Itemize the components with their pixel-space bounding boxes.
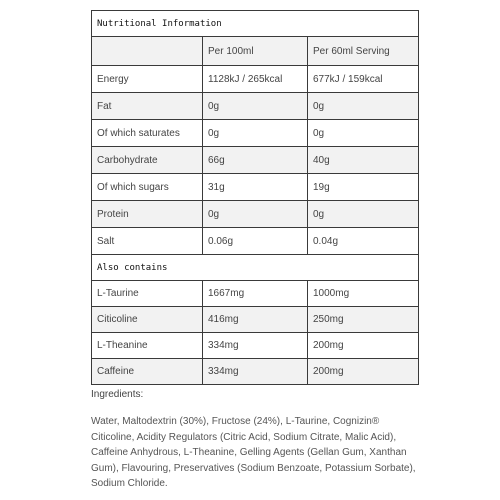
- column-header-row: [92, 37, 419, 66]
- table-row-per100: 1128kJ / 265kcal: [203, 66, 308, 93]
- table-row: [92, 333, 419, 359]
- table-row-label: Of which saturates: [92, 120, 203, 147]
- table-row-label: Citicoline: [92, 307, 203, 333]
- table-row-label: Fat: [92, 93, 203, 120]
- table-row-per100: 0g: [203, 120, 308, 147]
- table-row: [92, 307, 419, 333]
- table-row-per100: 1667mg: [203, 281, 308, 307]
- table-row: [92, 281, 419, 307]
- table-row-label: Of which sugars: [92, 174, 203, 201]
- table-row-label: Salt: [92, 228, 203, 255]
- table-row-per100: 0g: [203, 93, 308, 120]
- table-row: [92, 174, 419, 201]
- ingredients-title: Ingredients:: [91, 389, 144, 400]
- table-row-per100: 0g: [203, 201, 308, 228]
- table-row: [92, 93, 419, 120]
- table-row-per100: 334mg: [203, 359, 308, 385]
- table-row-label: Carbohydrate: [92, 147, 203, 174]
- column-header-per-100ml: Per 100ml: [203, 37, 308, 66]
- table-title-row: [92, 11, 419, 37]
- table-row-serving: 200mg: [308, 359, 419, 385]
- table-row-per100: 334mg: [203, 333, 308, 359]
- table-row: [92, 359, 419, 385]
- table-row: [92, 201, 419, 228]
- also-contains-label: Also contains: [92, 255, 419, 281]
- table-row-serving: 40g: [308, 147, 419, 174]
- table-row-per100: 66g: [203, 147, 308, 174]
- table-row-serving: 0g: [308, 201, 419, 228]
- table-row-per100: 416mg: [203, 307, 308, 333]
- table-row-label: Caffeine: [92, 359, 203, 385]
- nutrition-table: [91, 10, 419, 385]
- table-row-label: L-Taurine: [92, 281, 203, 307]
- table-row: [92, 228, 419, 255]
- table-row-serving: 0g: [308, 93, 419, 120]
- table-row: [92, 120, 419, 147]
- ingredients-text: Water, Maltodextrin (30%), Fructose (24%), L-Taurine, Cognizin® Citicoline, Acidity Regulators (Citric Acid, Sodium Citrate, Malic Acid), Caffeine Anhydrous, L-Theanine, Gelling Agents (Gellan Gum, Xanthan Gum), Flavouring, Preservatives (Sodium Benzoate, Potassium Sorbate), Sodium Chloride.: [91, 416, 416, 489]
- table-row-serving: 250mg: [308, 307, 419, 333]
- column-header-per-serving: Per 60ml Serving: [308, 37, 419, 66]
- table-row-label: Protein: [92, 201, 203, 228]
- column-header-empty: [92, 37, 203, 66]
- table-row-serving: 677kJ / 159kcal: [308, 66, 419, 93]
- table-row: [92, 66, 419, 93]
- table-title: Nutritional Information: [92, 11, 419, 37]
- table-row-per100: 31g: [203, 174, 308, 201]
- table-row-per100: 0.06g: [203, 228, 308, 255]
- table-row-serving: 0g: [308, 120, 419, 147]
- also-contains-row: [92, 255, 419, 281]
- table-row-serving: 0.04g: [308, 228, 419, 255]
- table-row: [92, 147, 419, 174]
- table-row-serving: 1000mg: [308, 281, 419, 307]
- table-row-serving: 19g: [308, 174, 419, 201]
- table-row-label: Energy: [92, 66, 203, 93]
- table-row-label: L-Theanine: [92, 333, 203, 359]
- table-row-serving: 200mg: [308, 333, 419, 359]
